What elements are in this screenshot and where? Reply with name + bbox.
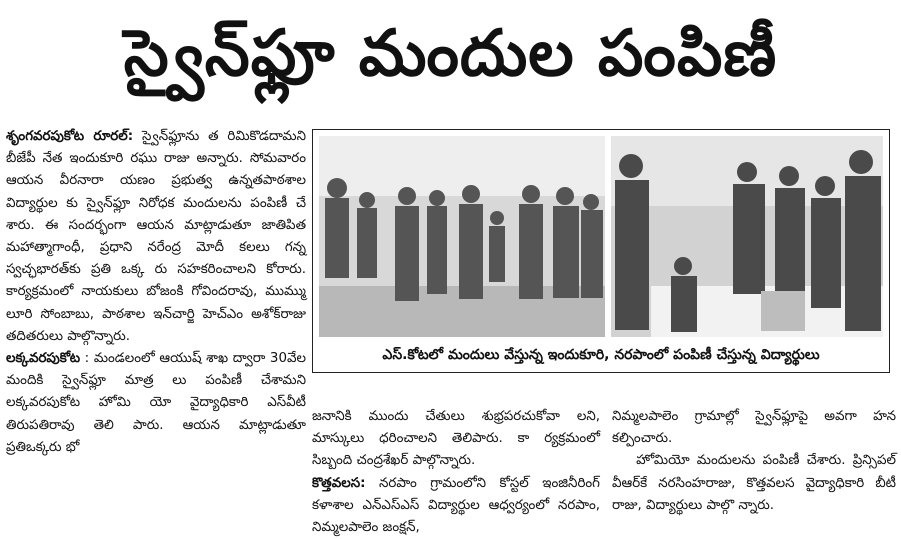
article-column-3: [612, 406, 896, 526]
article-column-2: [312, 406, 600, 536]
paragraph-5: నిమ్మలపాలెం గ్రామాల్లో స్వైన్‌ఫ్లూపై అవగా హన కల్పించారు.: [612, 409, 896, 447]
paragraph-4-body: నరపాం గ్రామంలోని కోస్టల్ ఇంజినీరింగ్ కళాశాల ఎన్‌ఎస్‌ఎస్ విద్యార్థుల ఆధ్వర్యంలో నరపాం, నిమ్మలపాలెం జంక్షన్,: [312, 475, 600, 536]
paragraph-1-body: స్వైన్‌ఫ్లూను త రిమికొడదామని బీజేపీ నేత ఇందుకూరి రఘు రాజు అన్నారు. సోమవారం ఆయన వీరనారా యణం ప్రభుత్వ ఉన్నతపాఠశాల విద్యార్థుల కు స్వైన్‌ఫ్లూ నిరోధక మందులను పంపిణీ చే శారు. ఈ సందర్భంగా ఆయన మాట్లాడుతూ జాతిపిత మహాత్మాగాంధీ, ప్రధాని నరేంద్ర మోదీ కలలు గన్న స్వచ్ఛభారత్‌కు ప్రతి ఒక్క రు సహకరించాలని కోరారు. కార్యక్రమంలో నాయకులు బోజంకి గోవిందరావు, ముమ్ము లూరి సోంబాబు, పాఠశాల ఇన్‌చార్జి హెచ్‌ఎం అశోక్‌రాజు తదితరులు పాల్గొన్నారు.: [6, 129, 306, 344]
paragraph-4: [312, 473, 600, 539]
photo-caption: ఎస్.కోటలో మందులు వేస్తున్న ఇందుకూరి, నరపాంలో పంపిణీ చేస్తున్న విద్యార్థులు: [382, 346, 820, 363]
photo-illustration-left: [319, 136, 605, 337]
photo-distribution-narapam: [611, 136, 883, 337]
paragraph-1: [6, 126, 306, 348]
dateline-srungavarapukota: శృంగవరపుకోట రూరల్:: [6, 129, 134, 144]
paragraph-2-body: : మండలంలో ఆయుష్ శాఖ ద్వారా 30వేల మందికి స్వైన్‌ఫ్లూ మాత్ర లు పంపిణీ చేశామని లక్కవరపుకోట హోమి యో వైద్యాధికారి ఎస్‌వీటీ తిరుపతిరావు తెలి పారు. ఆయన మాట్లాడుతూ ప్రతిఒక్కరు భో: [6, 351, 306, 455]
headline: స్వైన్‌ఫ్లూ మందుల పంపిణీ: [123, 16, 778, 91]
photo-distribution-srungavarapukota: [319, 136, 605, 337]
paragraph-6: హోమియో మందులను పంపిణీ చేశారు. ప్రిన్సిపల్ వీఆర్‌కే నరసింహరాజు, కొత్తవలస వైద్యాధికారి బీటీ రాజు, విద్యార్థులు పాల్గొ న్నారు.: [612, 453, 896, 513]
paragraph-3: జనానికి ముందు చేతులు శుభ్రపరచుకోవా లని, మాస్కులు ధరించాలని తెలిపారు. కా ర్యక్రమంలో సిబ్బంది చంద్రశేఖర్ పాల్గొన్నారు.: [312, 409, 600, 469]
photo-illustration-right: [611, 136, 883, 337]
paragraph-2: [6, 348, 306, 459]
dateline-kothavalasa: కొత్తవలస:: [312, 475, 366, 491]
article-column-1: [6, 126, 306, 526]
dateline-lakkavarapukota: లక్కవరపుకోట: [6, 351, 81, 367]
photo-frame: [312, 129, 890, 373]
